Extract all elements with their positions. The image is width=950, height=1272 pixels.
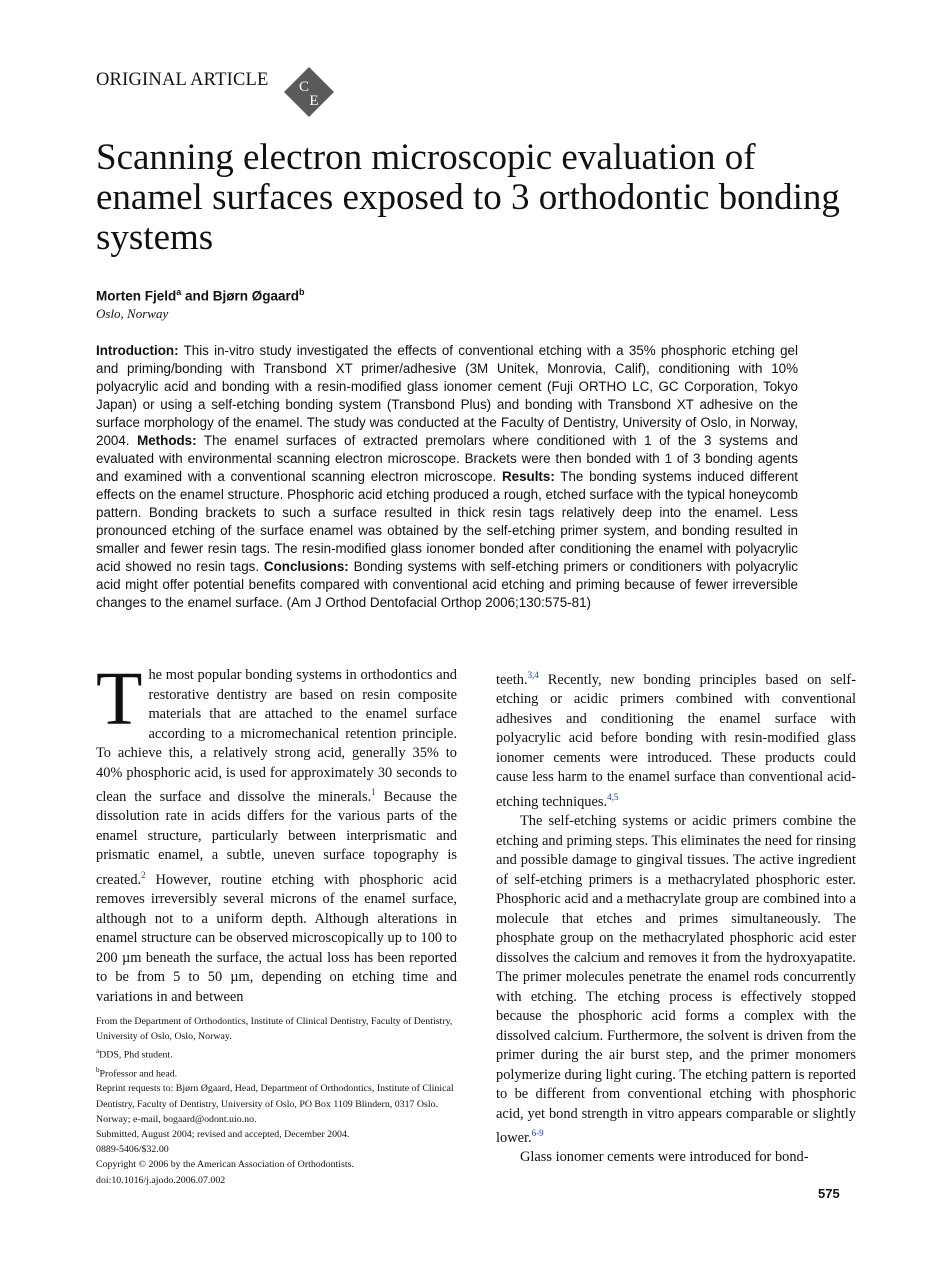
footnotes (96, 1014, 457, 1188)
body-column-left (96, 657, 457, 1007)
body-text: teeth. (496, 671, 528, 688)
footnote-mark: b (96, 1065, 100, 1074)
abstract-intro-label: Introduction: (96, 343, 179, 358)
ce-badge-letter-e: E (309, 93, 319, 109)
ce-badge-letter-c: C (298, 79, 310, 95)
footnote-affiliation-a (96, 1044, 457, 1063)
body-column-right (496, 666, 856, 1168)
page-number: 575 (818, 1186, 840, 1201)
author-joiner: and (181, 288, 213, 304)
body-paragraph (96, 657, 457, 1007)
body-text: The self-etching systems or acidic primers combine the etching and priming steps. This eliminates the need for rinsing and possible damage to gingival tissues. The active ingredient of self-etching primers is a methacrylated phosphoric ester. Phosphoric acid and a methacrylate group are combined into a molecule that etches and primes simultaneously. The phosphate group on the methacrylated phosphoric acid ester dissolves the calcium and removes it from the hydroxyapatite. The primer molecules penetrate the enamel rods concurrently with etching. The etching process is effectively stopped because the phosphoric acid forms a complex with the dissolved calcium. Furthermore, the solvent is driven from the primer during the air burst step, and the primer monomers polymerize during light curing. The etching pattern is reported to be different from conventional etching with phosphoric acid, yet bond strength in vitro appears comparable or slightly lower. (496, 813, 856, 1146)
footnote-mark: a (96, 1047, 100, 1056)
body-paragraph (496, 1148, 856, 1168)
citation-link[interactable]: 6-9 (531, 1128, 544, 1139)
citation-link[interactable]: 1 (371, 787, 376, 797)
abstract-conclusions-text: Bonding systems with self-etching primers or conditioners with polyacrylic acid might offer potential benefits compared with conventional acid etching and priming because of fewer irreversible changes to the enamel surface. (Am J Orthod Dentofacial Orthop 2006;130:575-81) (96, 559, 798, 610)
author-location: Oslo, Norway (96, 306, 169, 321)
body-text: he most popular bonding systems in orthodontics and restorative dentistry are based on resin composite materials that are attached to the enamel surface according to a micromechanical retention principle. To achieve this, a relatively strong acid, generally 35% to 40% phosphoric acid, is used for approximately 30 seconds to clean the surface and dissolve the minerals. (96, 667, 457, 805)
author-name: Bjørn Øgaard (212, 288, 300, 304)
citation-link[interactable]: 3,4 (527, 670, 539, 680)
abstract-results-text: The bonding systems induced different effects on the enamel structure. Phosphoric acid etching produced a rough, etched surface with the typical honeycomb pattern. Bonding brackets to such a surface resulted in thick resin tags relatively deep into the enamel. Less pronounced etching of the surface enamel was obtained by the self-etching primer system, and bonding resulted in smaller and fewer resin tags. The resin-modified glass ionomer bonded after conditioning the enamel with polyacrylic acid showed no resin tags. (96, 469, 799, 574)
body-paragraph (496, 812, 856, 1148)
author-line (96, 287, 305, 304)
body-text: Glass ionomer cements were introduced for bond- (520, 1149, 809, 1166)
footnote-doi[interactable]: doi:10.1016/j.ajodo.2006.07.002 (96, 1174, 226, 1186)
abstract-conclusions-label: Conclusions: (263, 559, 349, 574)
body-paragraph (496, 666, 856, 812)
abstract (96, 342, 798, 612)
footnote-copyright: Copyright © 2006 by the American Association of Orthodontists. (96, 1159, 354, 1171)
footnote-affiliation-b (96, 1063, 457, 1082)
footnote-text: DDS, Phd student. (99, 1049, 173, 1061)
footnote-issn: 0889-5406/$32.00 (96, 1144, 169, 1156)
author-affiliation-mark: b (299, 287, 305, 297)
ce-badge-icon (283, 66, 335, 118)
footnote-department: From the Department of Orthodontics, Institute of Clinical Dentistry, Faculty of Dentistry, University of Oslo, Oslo, Norway. (96, 1016, 453, 1043)
body-text: Recently, new bonding principles based on self-etching or acidic primers combined with conventional adhesives and conditioning the enamel surface with polyacrylic acid before bonding with resin-modified glass ionomer cements were introduced. These products could cause less harm to the enamel surface than conventional acid-etching techniques. (496, 671, 856, 810)
abstract-intro-text: This in-vitro study investigated the effects of conventional etching with a 35% phosphoric etching gel and priming/bonding with Transbond XT primer/adhesive (3M Unitek, Monrovia, Calif), conditioning with 10% polyacrylic acid and bonding with a resin-modified glass ionomer cement (Fuji ORTHO LC, GC Corporation, Tokyo Japan) or using a self-etching bonding system (Transbond Plus) and bonding with Transbond XT adhesive on the surface morphology of the enamel. The study was conducted at the Faculty of Dentistry, University of Oslo, in Norway, 2004. (96, 343, 798, 448)
footnote-reprint: Reprint requests to: Bjørn Øgaard, Head, Department of Orthodontics, Institute of Clinical Dentistry, Faculty of Dentistry, University of Oslo, PO Box 1109 Blindern, 0317 Oslo. Norway; e-mail, bogaard@odont.uio.no. (96, 1083, 454, 1125)
footnote-text: Professor and head. (99, 1068, 178, 1080)
author-name: Morten Fjeld (96, 288, 177, 304)
drop-cap: T (96, 657, 143, 741)
author-affiliation-mark: a (176, 287, 182, 297)
abstract-results-label: Results: (501, 469, 555, 484)
abstract-methods-label: Methods: (137, 433, 197, 448)
citation-link[interactable]: 4,5 (607, 791, 619, 802)
body-text: Because the dissolution rate in acids differs for the various parts of the enamel structure, particularly between interprismatic and prismatic enamel, a subtle, uneven surface topography is created. (96, 788, 457, 888)
footnote-submitted: Submitted, August 2004; revised and accepted, December 2004. (96, 1129, 350, 1141)
section-label: ORIGINAL ARTICLE (96, 70, 269, 90)
citation-link[interactable]: 2 (141, 869, 146, 880)
article-title: Scanning electron microscopic evaluation of enamel surfaces exposed to 3 orthodontic bonding systems (96, 137, 840, 258)
body-text: However, routine etching with phosphoric acid removes irreversibly several microns of the enamel surface, although not to a uniform depth. Although alterations in enamel structure can be observed microscopically up to 100 to 200 µm beneath the surface, the actual loss has been reported to be from 5 to 50 µm, depending on etching time and variations in and between (96, 871, 457, 1005)
abstract-methods-text: The enamel surfaces of extracted premolars where conditioned with 1 of the 3 systems and evaluated with environmental scanning electron microscope. Brackets were then bonded with 1 of 3 bonding agents and examined with a conventional scanning electron microscope. (96, 433, 798, 484)
